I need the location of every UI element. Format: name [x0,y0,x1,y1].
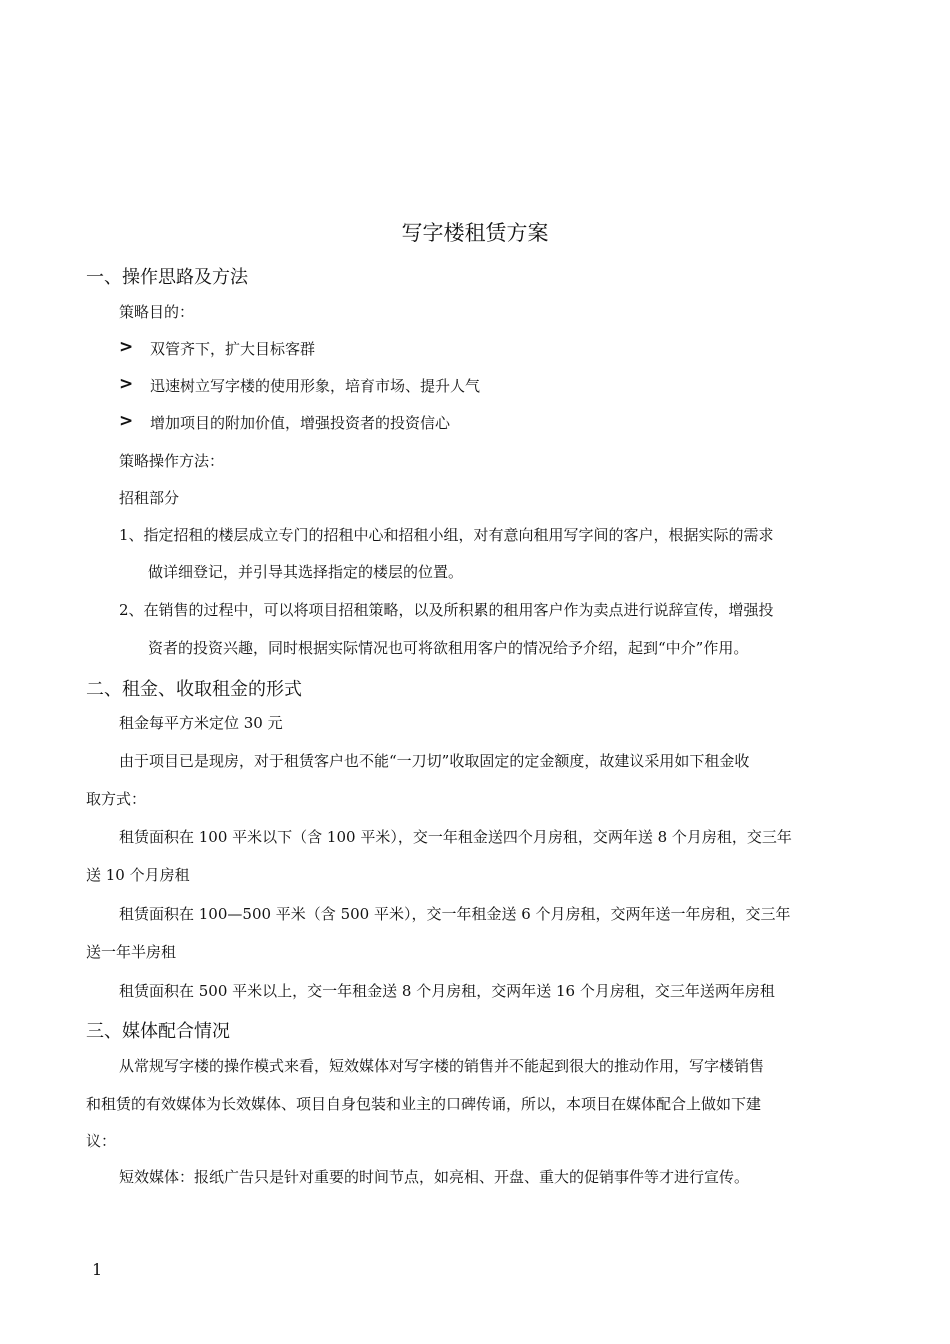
bullet-arrow-icon: > [119,411,134,431]
item1-line1: 1、指定招租的楼层成立专门的招租中心和招租小组，对有意向租用写字间的客户，根据实际的需求 [119,526,774,544]
recruit-label: 招租部分 [119,489,180,507]
bullet-arrow-icon: > [119,374,134,394]
rent-para3-line2: 送一年半房租 [86,943,177,961]
rent-para1-line1: 由于项目已是现房，对于租赁客户也不能“一刀切”收取固定的定金额度，故建议采用如下租金收 [119,752,750,770]
section2-heading: 二、租金、收取租金的形式 [86,679,302,700]
rent-para2-line1: 租赁面积在 100 平米以下（含 100 平米），交一年租金送四个月房租，交两年送 8 个月房租，交三年 [119,828,792,846]
strategy-method-label: 策略操作方法： [119,452,225,470]
rent-para3-line1: 租赁面积在 100—500 平米（含 500 平米），交一年租金送 6 个月房租，交两年送一年房租，交三年 [119,905,791,923]
bullet-item: 迅速树立写字楼的使用形象，培育市场、提升人气 [150,377,481,395]
bullet-item: 增加项目的附加价值，增强投资者的投资信心 [150,414,451,432]
media-para1-line1: 从常规写字楼的操作模式来看，短效媒体对写字楼的销售并不能起到很大的推动作用，写字楼销售 [119,1057,765,1075]
rent-para2-line2: 送 10 个月房租 [86,866,190,884]
item2-line1: 2、在销售的过程中，可以将项目招租策略，以及所积累的租用客户作为卖点进行说辞宣传，增强投 [119,601,774,619]
bullet-arrow-icon: > [119,337,134,357]
media-para1-line3: 议： [86,1132,117,1150]
media-para2-line1: 短效媒体：报纸广告只是针对重要的时间节点，如亮相、开盘、重大的促销事件等才进行宣传。 [119,1168,750,1186]
strategy-goal-label: 策略目的： [119,303,195,321]
rent-price: 租金每平方米定位 30 元 [119,714,283,732]
section3-heading: 三、媒体配合情况 [86,1021,230,1042]
rent-para4-line1: 租赁面积在 500 平米以上，交一年租金送 8 个月房租，交两年送 16 个月房租，交三年送两年房租 [119,982,775,1000]
item2-line2: 资者的投资兴趣，同时根据实际情况也可将欲租用客户的情况给予介绍，起到“中介”作用。 [148,639,749,657]
item1-line2: 做详细登记，并引导其选择指定的楼层的位置。 [148,563,464,581]
page-number: 1 [92,1260,103,1279]
media-para1-line2: 和租赁的有效媒体为长效媒体、项目自身包装和业主的口碑传诵，所以，本项目在媒体配合上做如下建 [86,1095,762,1113]
document-title: 写字楼租赁方案 [401,221,549,245]
rent-para1-line2: 取方式： [86,790,147,808]
section1-heading: 一、操作思路及方法 [86,267,248,288]
bullet-item: 双管齐下，扩大目标客群 [150,340,316,358]
